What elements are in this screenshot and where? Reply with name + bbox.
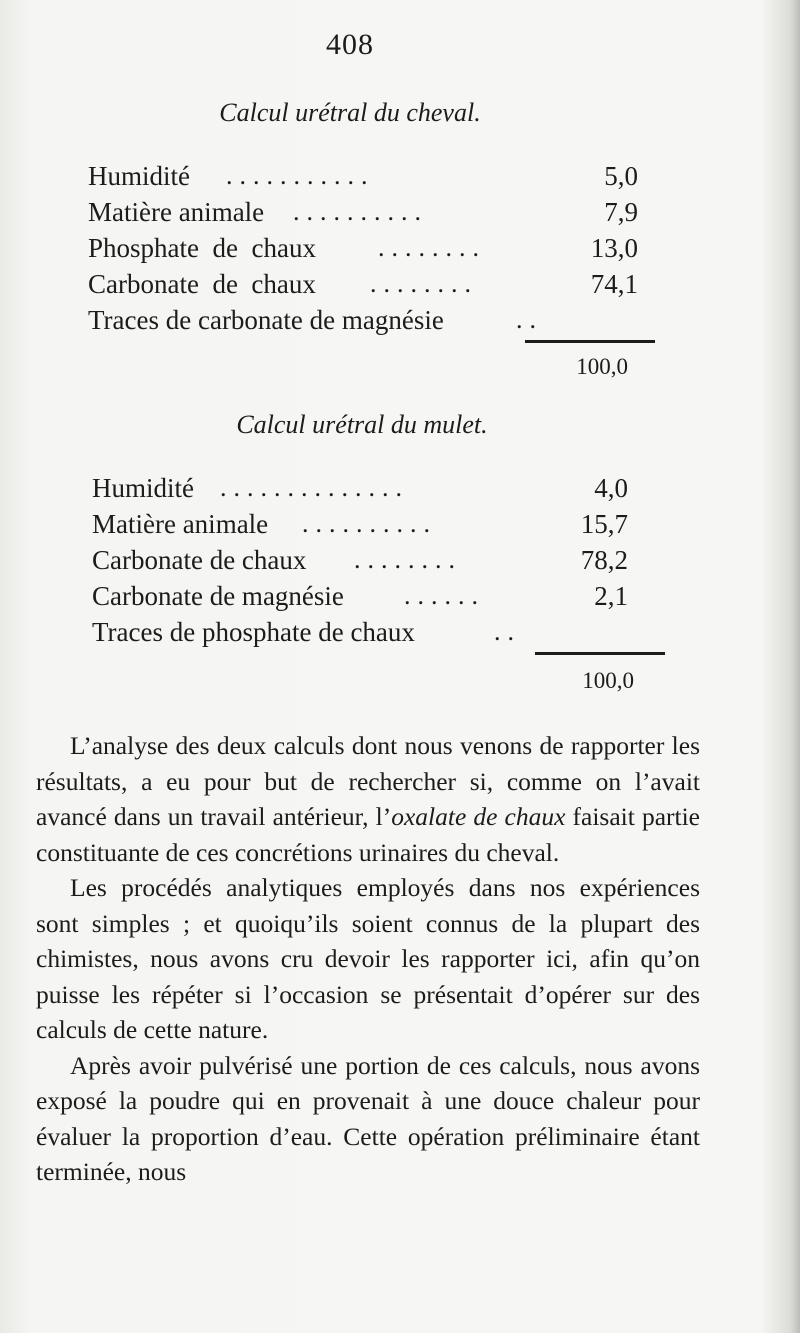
row-label: Carbonate de chaux [88, 269, 316, 299]
dot-leader: ...... [404, 581, 485, 610]
page-number: 408 [326, 28, 374, 61]
paragraph-text: L’analyse des deux calculs dont nous venons de rapporter les résultats, a eu pour but de rechercher si, comme on l’avait avancé dans un travail antérieur, l’ [36, 731, 700, 831]
dot-leader: ........ [354, 545, 462, 574]
row-label: Matière animale [92, 509, 269, 539]
total-value: 100,0 [582, 668, 634, 693]
table-row [88, 302, 638, 338]
dot-leader: ........ [370, 269, 478, 298]
row-value: 4,0 [594, 473, 628, 503]
row-label: Humidité [92, 473, 194, 503]
dot-leader: .. [516, 305, 543, 334]
dot-leader: ........ [378, 233, 486, 262]
dot-leader: .......... [302, 509, 437, 538]
paragraph: Les procédés analytiques employés dans nos expériences sont simples ; et quoiqu’ils soient connus de la plupart des chimistes, nous avons cru devoir les rapporter ici, afin qu’on puisse les répéter si l’occasion se présentait d’opérer sur des calculs de cette nature. [36, 873, 700, 1044]
section-title-mulet: Calcul urétral du mulet. [236, 410, 488, 439]
row-value: 7,9 [604, 197, 638, 227]
row-value: 2,1 [594, 581, 628, 611]
row-value: 15,7 [580, 509, 628, 539]
sum-rule [525, 340, 655, 343]
row-label: Traces de phosphate de chaux [92, 617, 415, 647]
dot-leader: .......... [293, 197, 428, 226]
section-title-cheval: Calcul urétral du cheval. [219, 98, 481, 127]
table-row [92, 614, 628, 650]
italic-term: oxalate de chaux [391, 802, 566, 831]
dot-leader: ........... [226, 161, 375, 190]
paragraph-text: faisait partie constituante de ces concrétions urinaires du cheval. [36, 802, 700, 867]
sum-rule [535, 652, 665, 655]
dot-leader: .............. [220, 473, 409, 502]
table-row [92, 506, 628, 542]
row-label: Carbonate de chaux [92, 545, 307, 575]
row-value: 5,0 [604, 161, 638, 191]
body-text [36, 728, 700, 1190]
row-label: Humidité [88, 161, 190, 191]
row-label: Matière animale [88, 197, 265, 227]
table-row [88, 230, 638, 266]
total-value: 100,0 [576, 354, 628, 379]
table-row [92, 578, 628, 614]
row-value: 74,1 [590, 269, 638, 299]
row-value: 13,0 [590, 233, 638, 263]
row-value: 78,2 [580, 545, 628, 575]
table-row [88, 194, 638, 230]
table-row [88, 158, 638, 194]
dot-leader: .. [494, 617, 521, 646]
row-label: Traces de carbonate de magnésie [88, 305, 444, 335]
row-label: Carbonate de magnésie [92, 581, 344, 611]
table-row [92, 542, 628, 578]
table-row [92, 470, 628, 506]
paragraph: Après avoir pulvérisé une portion de ces calculs, nous avons exposé la poudre qui en provenait à une douce chaleur pour évaluer la proportion d’eau. Cette opération préliminaire étant terminée, nous [36, 1050, 700, 1186]
paragraph [36, 728, 700, 870]
table-row [88, 266, 638, 302]
row-label: Phosphate de chaux [88, 233, 316, 263]
